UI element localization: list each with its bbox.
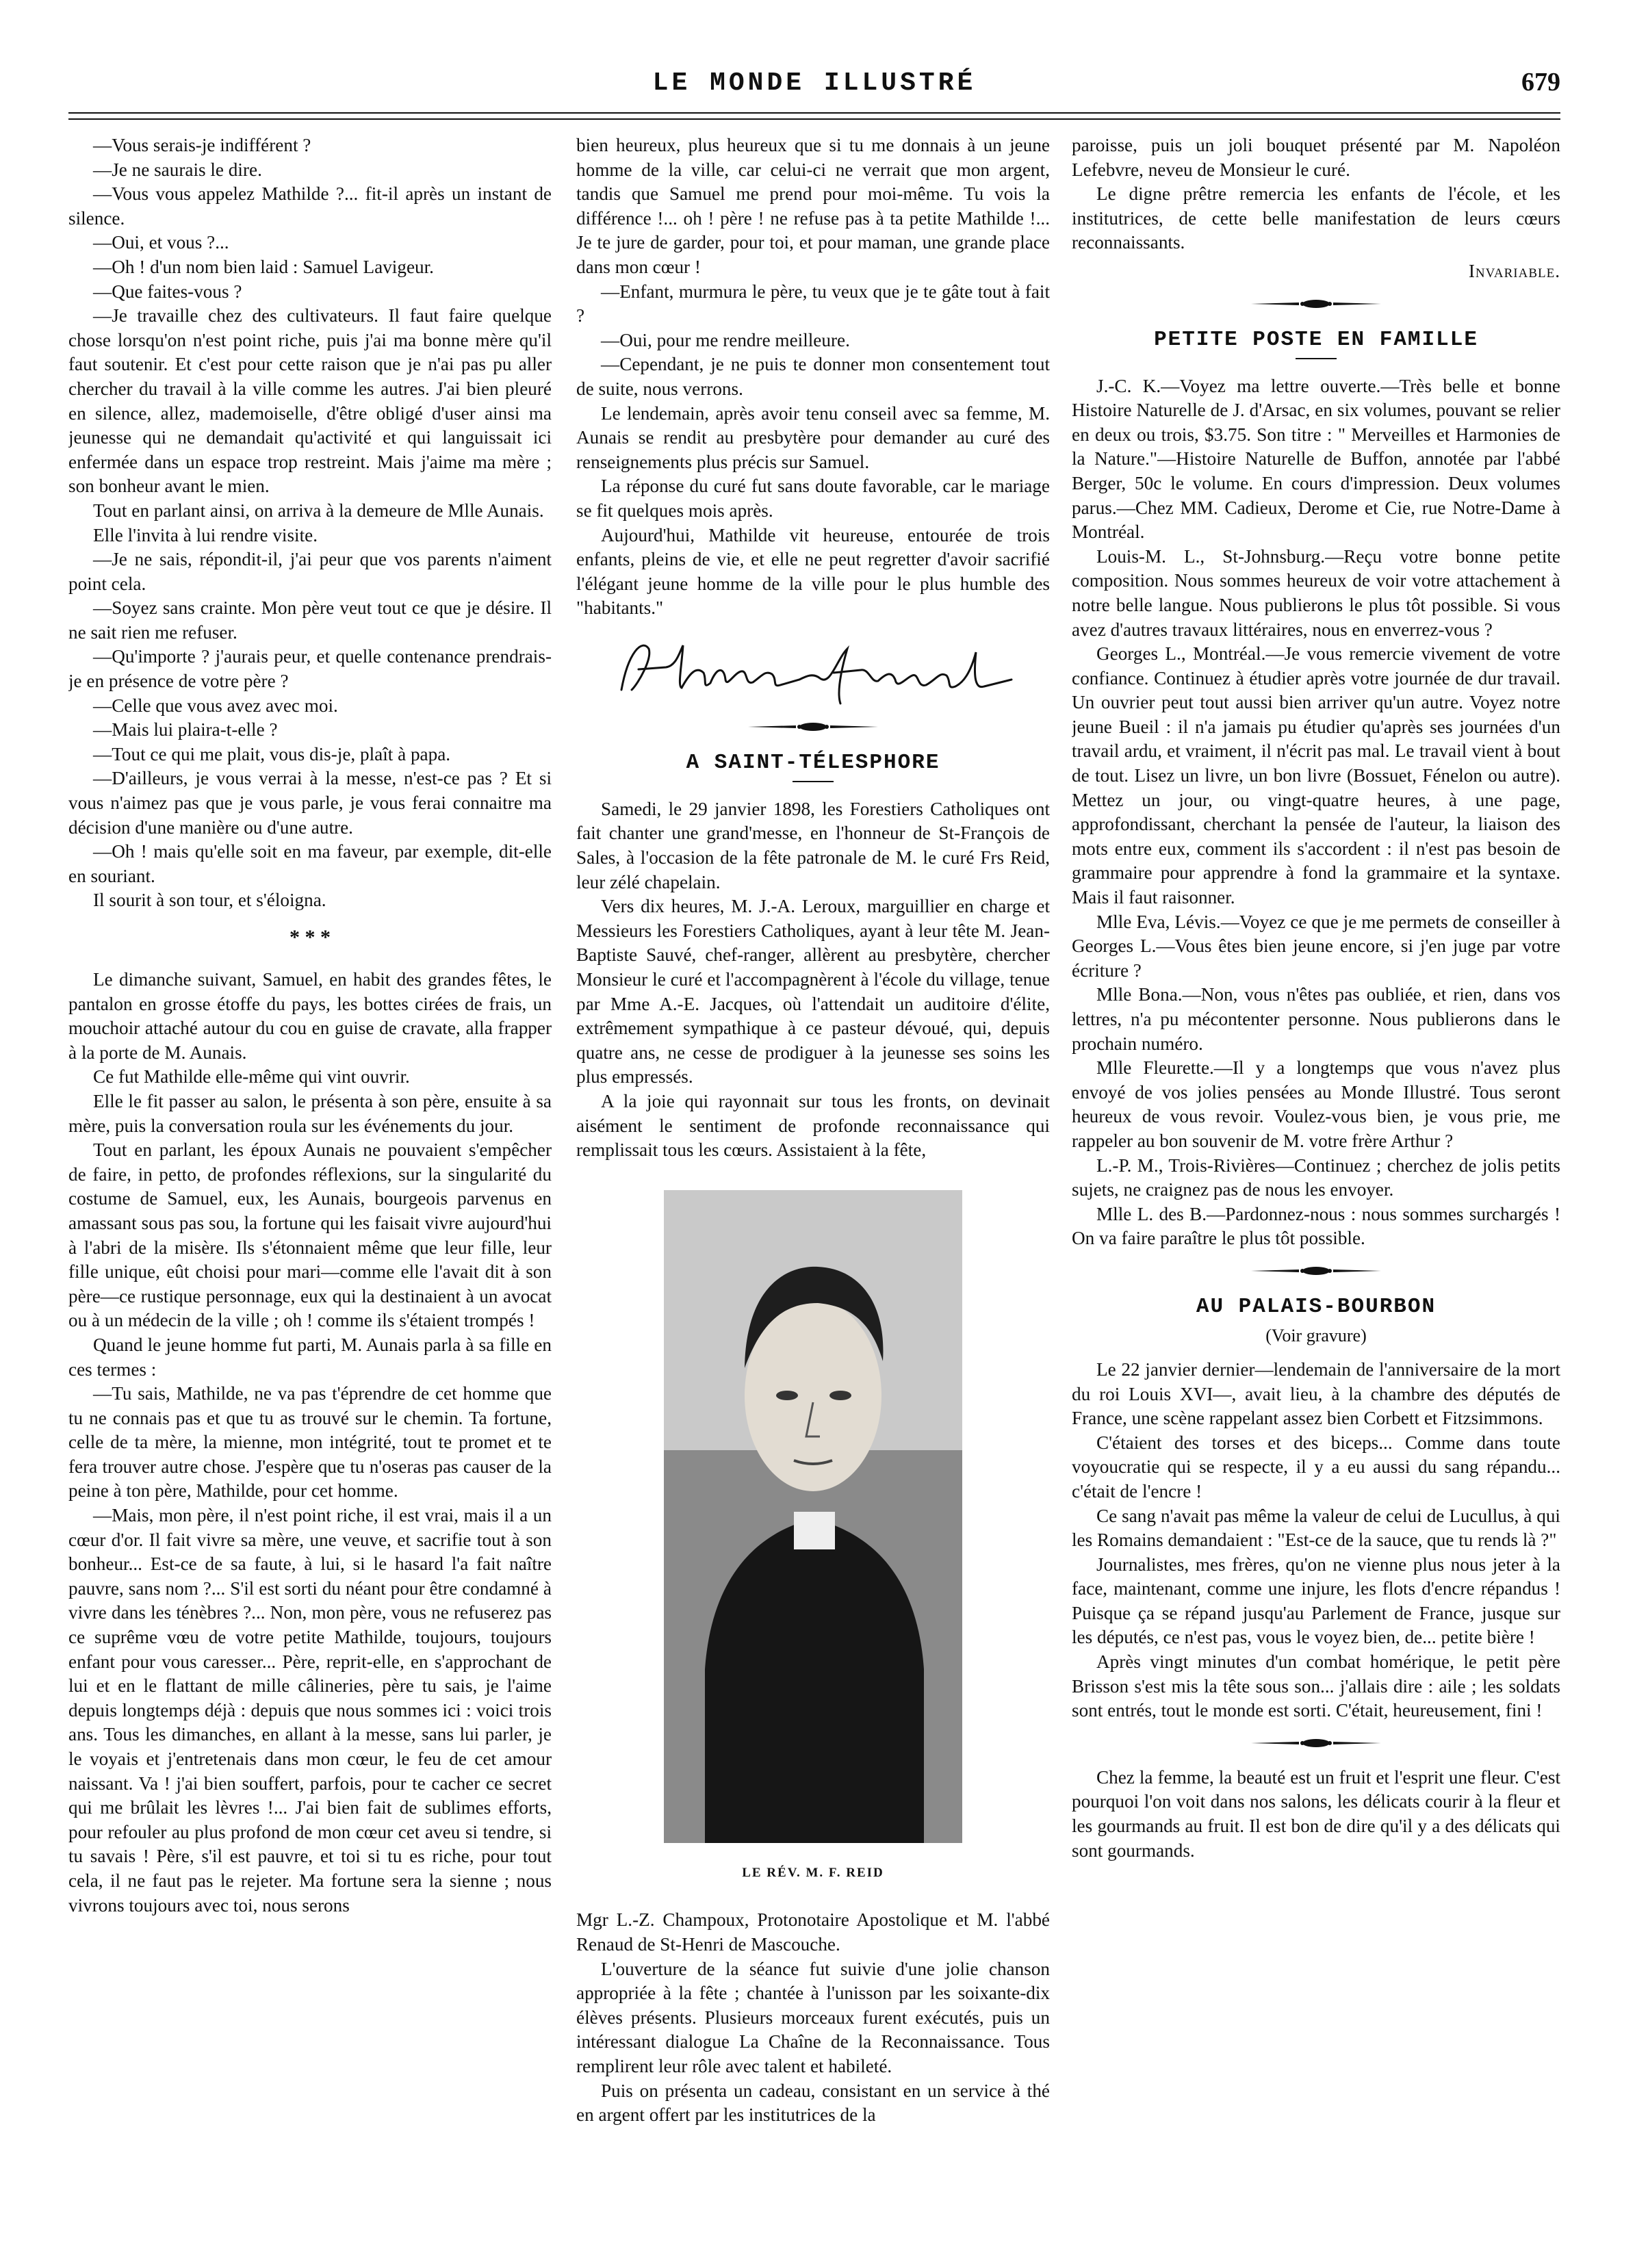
page-header <box>68 63 1560 105</box>
paragraph: Après vingt minutes d'un combat homérique, le petit père Brisson s'est mis la tête sous son... j'allais dire : aile ; les soldats sont entrés, tout le monde est sorti. C'était, heureusement, fini ! <box>1072 1651 1560 1721</box>
title-rule <box>1296 358 1337 359</box>
paragraph: Tout en parlant, les époux Aunais ne pouvaient s'empêcher de faire, in petto, de profondes réflexions, sur la singularité du costume de Samuel, eux, les Aunais, bourgeois parvenus en amassant sous pas sou, la fortune qui les faisait vivre aujourd'hui à l'abri de la misère. Ils s'étonnaient même que leur fille, leur fille unique, eût choisi pour mari—comme elle l'avait dit à son père—ce rustique personnage, eux qui la destinaient à un avocat ou à un médecin de la ville ; oh ! comme ils s'étaient trompés ! <box>68 1139 552 1331</box>
paragraph: —Enfant, murmura le père, tu veux que je te gâte tout à fait ? <box>576 281 1050 326</box>
paragraph: Journalistes, mes frères, qu'on ne vienne plus nous jeter à la face, maintenant, comme une injure, les flots d'encre répandus ! Puisque ça se répand jusqu'au Parlement de France, jusque sur les députés, ce n'est pas, vous le voyez bien, de... petite bière ! <box>1072 1554 1560 1648</box>
divider-ornament <box>1072 299 1560 309</box>
paragraph: L.-P. M., Trois-Rivières—Continuez ; cherchez de jolis petits sujets, ne craignez pas de nous les envoyer. <box>1072 1155 1560 1200</box>
paragraph: Tout en parlant ainsi, on arriva à la demeure de Mlle Aunais. <box>93 500 544 521</box>
paragraph: —Celle que vous avez avec moi. <box>93 695 338 716</box>
paragraph: Le dimanche suivant, Samuel, en habit des grandes fêtes, le pantalon en grosse étoffe du pays, les bottes cirées de frais, un mouchoir attaché autour du cou en guise de cravate, alla frapper à la porte de M. Aunais. <box>68 969 552 1063</box>
photo-caption: LE RÉV. M. F. REID <box>742 1865 884 1880</box>
paragraph: —Vous serais-je indifférent ? <box>93 135 311 155</box>
divider-ornament <box>1072 1266 1560 1276</box>
paragraph: Le lendemain, après avoir tenu conseil avec sa femme, M. Aunais se rendit au presbytère pour demander au curé des renseignements plus précis sur Samuel. <box>576 402 1050 472</box>
paragraph: Quand le jeune homme fut parti, M. Aunais parla à sa fille en ces termes : <box>68 1334 552 1380</box>
paragraph: Georges L., Montréal.—Je vous remercie vivement de votre confiance. Continuez à étudier après votre journée de dur travail. Un ouvrier peut tout aussi bien arriver qu'un autre. Voyez notre jeune Bueil : il n'a jamais pu étudier qu'après ses journées d'un travail ardu, et vraiment, il n'écrit pas mal. Le travail vient à bout de tout. Lisez un livre, un bon livre (Bossuet, Fénelon ou autre). Mettez un jour, ou vingt-quatre heures, à une page, approfondissant, cherchant la pensée de l'auteur, la liaison des mots entre eux, comment ils s'accordent : il n'est pas besoin de grammaire pour apprendre à fond la grammaire et la syntaxe. Mais il faut raisonner. <box>1072 643 1560 908</box>
paragraph: La réponse du curé fut sans doute favorable, car le mariage se fit quelques mois après. <box>576 476 1050 521</box>
paragraph: Mlle Fleurette.—Il y a longtemps que vous n'avez plus envoyé de vos jolies pensées au Monde Illustré. Tous seront heureux de vous revoir. Voulez-vous bien, je vous prie, me rappeler au bon souvenir de M. votre frère Arthur ? <box>1072 1057 1560 1151</box>
paragraph: Elle l'invita à lui rendre visite. <box>93 524 318 545</box>
paragraph: —Tu sais, Mathilde, ne va pas t'éprendre de cet homme que tu ne connais pas et que tu as trouvé sur le chemin. Ta fortune, celle de ta mère, la mienne, mon intégrité, tout te promet et te fera trouver autre chose. J'espère que tu n'oseras pas causer de la peine à ton père, Mathilde, pour cet homme. <box>68 1383 552 1502</box>
paragraph: —Oh ! d'un nom bien laid : Samuel Lavigeur. <box>93 256 434 277</box>
masthead: LE MONDE ILLUSTRÉ <box>652 68 977 98</box>
header-rule <box>68 112 1560 120</box>
paragraph: —Oui, pour me rendre meilleure. <box>601 329 850 350</box>
paragraph: —Qu'importe ? j'aurais peur, et quelle contenance prendrais-je en présence de votre père ? <box>68 646 552 692</box>
paragraph: —Je travaille chez des cultivateurs. Il faut faire quelque chose lorsqu'on n'est point riche, puis j'ai ma bonne mère qu'il faut soutenir. Et c'est pour cette raison que je n'ai pas pu aller chercher du travail à la ville comme les autres. J'ai bien pleuré en silence, allez, mademoiselle, d'être obligé d'user ainsi ma jeunesse qui ne demandait qu'activité et qui languissait ici enfermée dans un espace trop restreint. Mais j'aime ma mère ; son bonheur avant le mien. <box>68 305 552 497</box>
paragraph: Ce sang n'avait pas même la valeur de celui de Lucullus, à qui les Romains demandaient : "Est-ce de la sauce, que tu rends là ?" <box>1072 1505 1560 1551</box>
paragraph: Mlle Bona.—Non, vous n'êtes pas oubliée, et rien, dans vos lettres, n'a pu mécontenter personne. Nous publierons dans le prochain numéro. <box>1072 984 1560 1054</box>
paragraph: Chez la femme, la beauté est un fruit et l'esprit une fleur. C'est pourquoi l'on voit dans nos salons, les délicats courir à la fleur et les gourmands au fruit. Il est bon de dire qu'il y a des délicats qui sont gourmands. <box>1072 1766 1560 1861</box>
paragraph: —Oui, et vous ?... <box>93 232 229 253</box>
paragraph: bien heureux, plus heureux que si tu me donnais à un jeune homme de la ville, car celui-ci ne verrait que mon argent, tandis que Samuel me prend pour moi-même. Tu vois la différence !... oh ! père ! ne refuse pas à ta petite Mathilde !... Je te jure de garder, pour toi, et pour maman, une grande place dans mon cœur ! <box>576 135 1050 277</box>
portrait-image <box>664 1190 962 1843</box>
author-signature: Invariable. <box>1468 260 1560 281</box>
paragraph: —Oh ! mais qu'elle soit en ma faveur, par exemple, dit-elle en souriant. <box>68 841 552 886</box>
handwritten-signature <box>576 625 1050 707</box>
paragraph: Samedi, le 29 janvier 1898, les Forestiers Catholiques ont fait chanter une grand'messe, en l'honneur de St-François de Sales, à l'occasion de la fête patronale de M. le curé Frs Reid, leur zélé chapelain. <box>576 798 1050 892</box>
signature-image <box>601 625 1025 707</box>
paragraph: Puis on présenta un cadeau, consistant en un service à thé en argent offert par les institutrices de la <box>576 2080 1050 2126</box>
paragraph: A la joie qui rayonnait sur tous les fronts, on devinait aisément le sentiment de profonde reconnaissance qui remplissait tous les cœurs. Assistaient à la fête, <box>576 1091 1050 1161</box>
page-number: 679 <box>1521 68 1560 96</box>
paragraph: Aujourd'hui, Mathilde vit heureuse, entourée de trois enfants, pleins de vie, et elle ne peut regretter d'avoir sacrifié l'élégant jeune homme de la ville pour le plus humble des "habitants." <box>576 524 1050 619</box>
paragraph: —Je ne sais, répondit-il, j'ai peur que vos parents n'aiment point cela. <box>68 549 552 594</box>
paragraph: Le digne prêtre remercia les enfants de l'école, et les institutrices, de cette belle manifestation de leurs cœurs reconnaissants. <box>1072 183 1560 253</box>
paragraph: Mlle Eva, Lévis.—Voyez ce que je me permets de conseiller à Georges L.—Vous êtes bien jeune encore, si j'en juge par votre écriture ? <box>1072 911 1560 981</box>
divider-ornament <box>576 722 1050 732</box>
paragraph: Vers dix heures, M. J.-A. Leroux, marguillier en charge et Messieurs les Forestiers Catholiques, ayant à leur tête M. Jean-Baptiste Sauvé, chef-ranger, allèrent au presbytère, chercher Monsieur le curé et l'accompagnèrent à l'école du village, tenue par Mme A.-E. Jacques, où l'attendait un auditoire d'élite, extrêmement sympathique à ce pasteur dévoué, qui, depuis quatre ans, ne cesse de prodiguer à la jeunesse ses soins les plus empressés. <box>576 896 1050 1087</box>
paragraph: Mgr L.-Z. Champoux, Protonotaire Apostolique et M. l'abbé Renaud de St-Henri de Mascouche. <box>576 1909 1050 1955</box>
title-rule <box>793 781 834 782</box>
portrait-photo <box>664 1190 962 1843</box>
paragraph: —Mais, mon père, il n'est point riche, il est vrai, mais il a un cœur d'or. Il fait vivre sa mère, une veuve, et sacrifie tout à son bonheur... Est-ce de sa faute, à lui, si le hasard l'a fait naître pauvre, sans nom ?... S'il est sorti du néant pour être condamné à vivre dans les ténèbres ?... Non, mon père, vous ne refuserez pas ce suprême vœu de votre petite Mathilde, toujours, toujours enfant pour vous caresser... Père, reprit-elle, en s'approchant de lui et en le flattant de mille câlineries, père tu sais, je l'aime depuis longtemps déjà : depuis que nous sommes ici : voici trois ans. Tous les dimanches, en allant à la messe, sans lui parler, je le voyais et j'entretenais dans mon cœur, le feu de cet amour naissant. Va ! j'ai bien souffert, parfois, pour te cacher ce secret qui me brûlait les lèvres !... J'ai bien fait de sublimes efforts, pour refouler au plus profond de mon cœur cet aveu si tendre, si tu savais ! Père, s'il est pauvre, et toi si tu es riche, pour tout cela, il ne faut pas le rejeter. Ma fortune sera la sienne ; nous vivrons toujours avec toi, nous serons <box>68 1505 552 1916</box>
paragraph: Il sourit à son tour, et s'éloigna. <box>93 890 326 911</box>
paragraph: J.-C. K.—Voyez ma lettre ouverte.—Très belle et bonne Histoire Naturelle de J. d'Arsac, en six volumes, pouvant se relier en deux ou trois, $3.75. Son titre : " Merveilles et Harmonies de la Nature."—Histoire Naturelle de Buffon, annotée par l'abbé Berger, 50c le volume. En cours d'impression. Deux volumes parus.—Chez MM. Cadieux, Derome et Cie, rue Notre-Dame à Montréal. <box>1072 375 1560 543</box>
paragraph: —Cependant, je ne puis te donner mon consentement tout de suite, nous verrons. <box>576 354 1050 399</box>
section-title: AU PALAIS-BOURBON <box>1196 1294 1437 1319</box>
section-subtitle: (Voir gravure) <box>1265 1325 1367 1345</box>
paragraph: —Tout ce qui me plait, vous dis-je, plaît à papa. <box>93 743 451 764</box>
column-3 <box>1072 133 1560 2241</box>
section-title: A SAINT-TÉLESPHORE <box>686 750 940 775</box>
paragraph: L'ouverture de la séance fut suivie d'une jolie chanson appropriée à la fête ; chantée à l'unisson par les soixante-dix élèves présents. Plusieurs morceaux furent exécutés, puis un intéressant dialogue La Chaîne de la Reconnaissance. Tous remplirent leur rôle avec talent et habileté. <box>576 1958 1050 2076</box>
section-title: PETITE POSTE EN FAMILLE <box>1154 327 1478 352</box>
paragraph: C'étaient des torses et des biceps... Comme dans toute voyoucratie qui se respecte, il y a eu aussi du sang répandu... c'était de l'encre ! <box>1072 1432 1560 1502</box>
paragraph: Ce fut Mathilde elle-même qui vint ouvrir. <box>93 1066 410 1087</box>
paragraph: —D'ailleurs, je vous verrai à la messe, n'est-ce pas ? Et si vous n'aimez pas que je vous parle, je vous ferai connaitre ma décision d'une manière ou d'une autre. <box>68 768 552 838</box>
paragraph: paroisse, puis un joli bouquet présenté par M. Napoléon Lefebvre, neveu de Monsieur le curé. <box>1072 135 1560 180</box>
column-1 <box>68 133 552 2241</box>
paragraph: —Que faites-vous ? <box>93 281 242 302</box>
column-2 <box>576 133 1050 2241</box>
paragraph: —Vous vous appelez Mathilde ?... fit-il après un instant de silence. <box>68 183 552 229</box>
divider-ornament <box>1072 1738 1560 1748</box>
paragraph: —Je ne saurais le dire. <box>93 159 262 180</box>
paragraph: —Soyez sans crainte. Mon père veut tout ce que je désire. Il ne sait rien me refuser. <box>68 597 552 643</box>
paragraph: Elle le fit passer au salon, le présenta à son père, ensuite à sa mère, puis la conversation roula sur les événements du jour. <box>68 1090 552 1136</box>
paragraph: Le 22 janvier dernier—lendemain de l'anniversaire de la mort du roi Louis XVI—, avait lieu, à la chambre des députés de France, une scène rappelant assez bien Corbett et Fitzsimmons. <box>1072 1358 1560 1429</box>
section-break-asterisks: * * * <box>289 926 331 949</box>
paragraph: Louis-M. L., St-Johnsburg.—Reçu votre bonne petite composition. Nous sommes heureux de voir votre attachement à notre belle langue. Nous publierons le plus tôt possible. Si vous avez d'autres travaux littéraires, nous en enverrez-vous ? <box>1072 545 1560 640</box>
paragraph: —Mais lui plaira-t-elle ? <box>93 719 278 740</box>
paragraph: Mlle L. des B.—Pardonnez-nous : nous sommes surchargés ! On va faire paraître le plus tôt possible. <box>1072 1203 1560 1249</box>
